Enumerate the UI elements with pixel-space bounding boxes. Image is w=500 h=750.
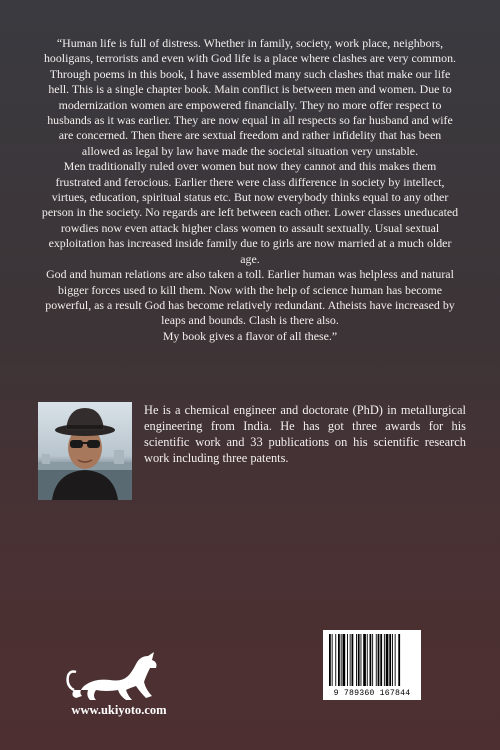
blurb-paragraph-4: My book gives a flavor of all these.” bbox=[162, 328, 338, 343]
author-portrait-illustration bbox=[38, 402, 132, 500]
tiger-logo-icon bbox=[66, 646, 166, 702]
publisher-logo bbox=[66, 646, 166, 702]
blurb-paragraph-3: God and human relations are also taken a toll. Earlier human was helpless and natural bigger forces used to kill them. Now with the help of science human has become powerful, as a result God has become relatively redundant. Atheists have increased by leaps and bounds. Clash is there also. bbox=[45, 267, 455, 328]
barcode-bars bbox=[323, 630, 421, 690]
blurb-paragraph-1: “Human life is full of distress. Whether in family, society, work place, neighbors, hooligans, terrorists and even with God life is a place where clashes are very common. Through poems in this book, I have assembled many such clashes that make our life hell. This is a single chapter book. Main conflict is between men and women. Due to modernization women are empowered financially. They no more offer respect to husbands as it was earlier. They are now equal in all respects so far husband and wife are concerned. Then there are sextual freedom and rather infidelity that has been allowed as legal by law have made the societal situation very unstable. bbox=[43, 36, 457, 158]
isbn-barcode bbox=[323, 630, 421, 700]
author-photo bbox=[38, 402, 132, 500]
author-bio: He is a chemical engineer and doctorate (PhD) in metallurgical engineering from India. He has got three awards for his scientific work and 33 publications on his scientific research work including three patents. bbox=[144, 403, 466, 465]
blurb-paragraph-2: Men traditionally ruled over women but now they cannot and this makes them frustrated and ferocious. Earlier there were class difference in society by intellect, virtues, education, spiritual status etc. But now everybody thinks equal to any other person in the society. No regards are left between each other. Lower classes uneducated rowdies now even attack higher class women to assault sextually. Usual sextual exploitation has increased inside family due to girls are now married at a much older age. bbox=[41, 159, 459, 266]
author-section bbox=[38, 402, 466, 502]
isbn-number: 9 789360 167844 bbox=[333, 689, 411, 698]
publisher-url[interactable]: www.ukiyoto.com bbox=[71, 703, 167, 717]
back-cover-blurb bbox=[40, 36, 460, 344]
